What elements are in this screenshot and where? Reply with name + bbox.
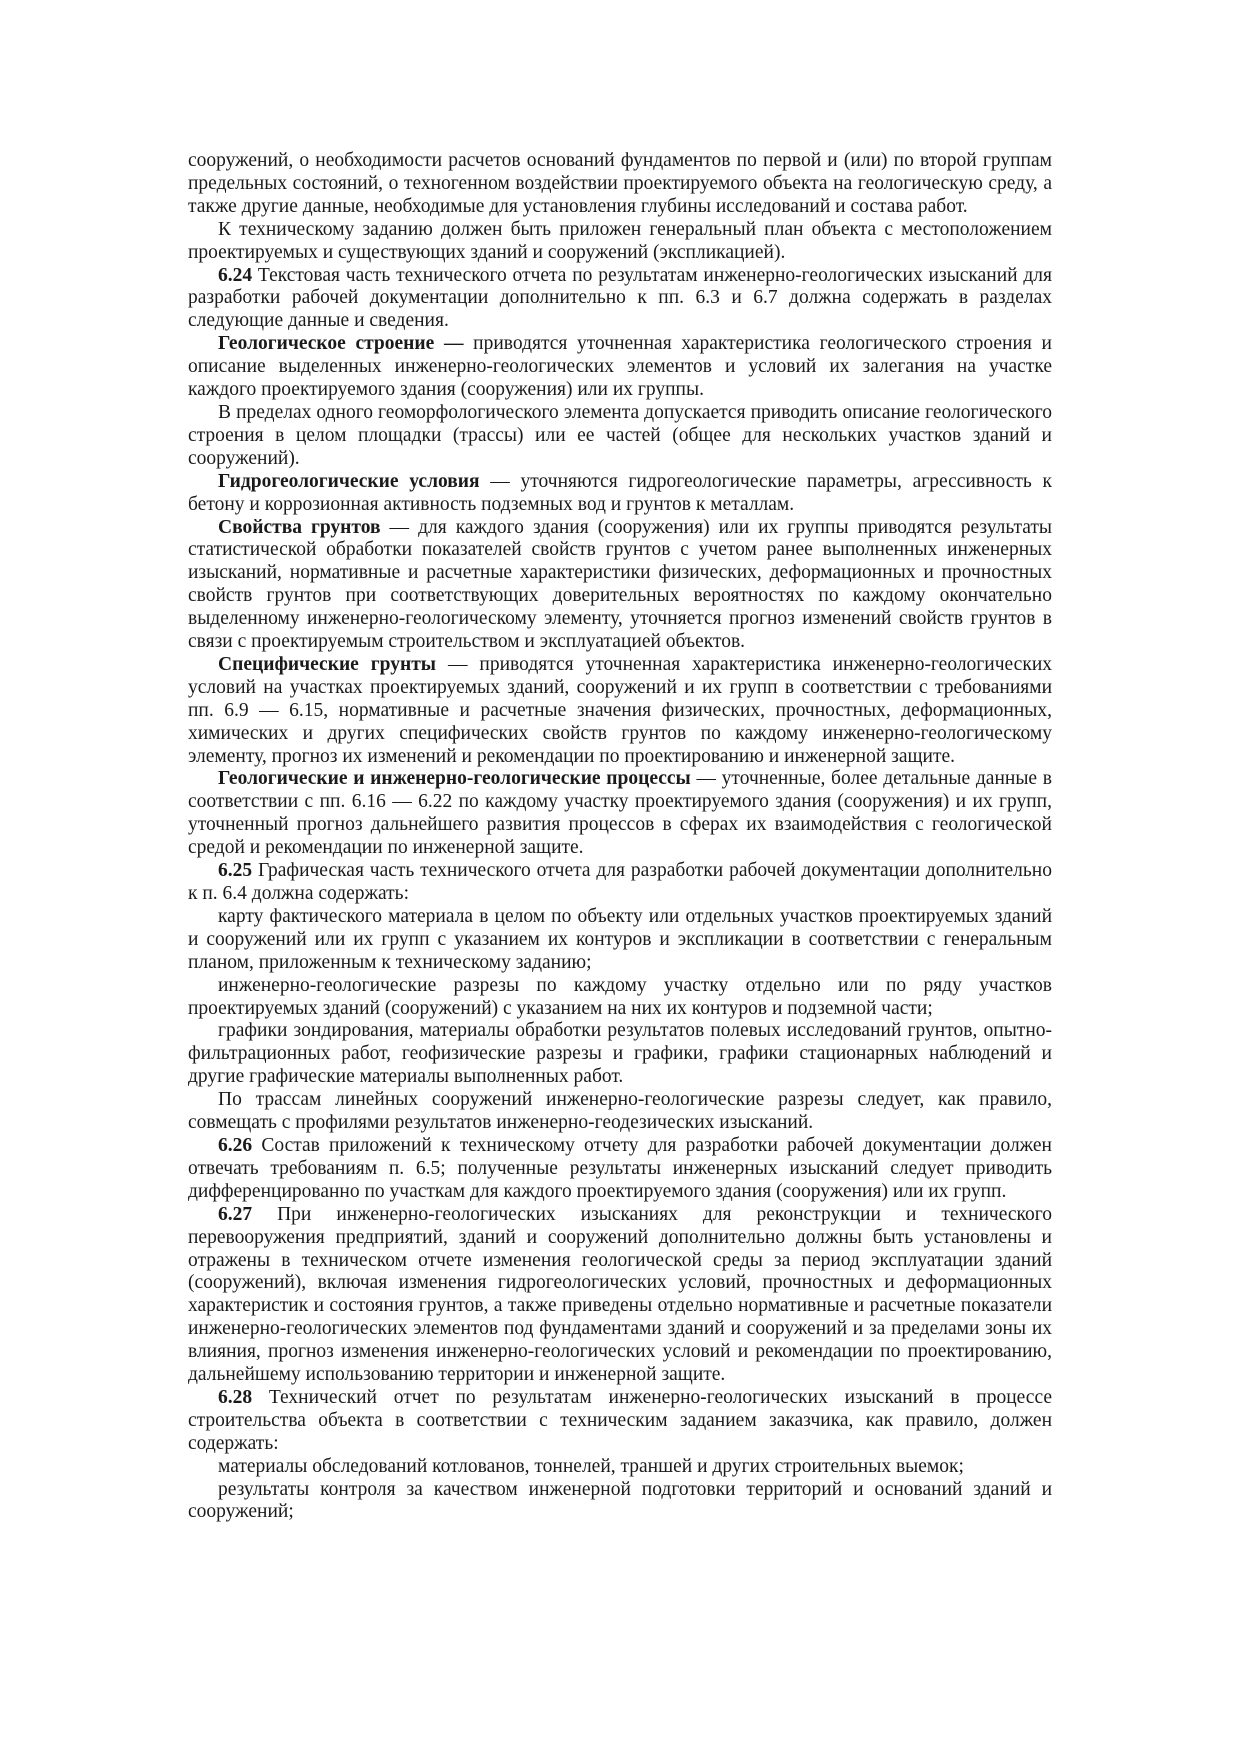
paragraph-text: сооружений, о необходимости расчетов оснований фундаментов по первой и (или) по второй группам предельных состояний, о техногенном воздействии проектируемого объекта на геологическую среду, а также другие данные, необходимые для установления глубины исследований и состава работ.	[188, 150, 1052, 217]
paragraph-text: — для каждого здания (сооружения) или их группы приводятся результаты статистической обработки показателей свойств грунтов с учетом ранее выполненных инженерных изысканий, нормативные и расчетные характеристики физических, деформационных и прочностных свойств грунтов при соответствующих доверительных вероятностях по каждому окончательно выделенному инженерно-геологическому элементу, уточняется прогноз изменений свойств грунтов в связи с проектируемым строительством и эксплуатацией объектов.	[188, 516, 1053, 653]
clause-number: 6.28	[218, 1386, 253, 1408]
clause-number: 6.27	[218, 1203, 253, 1225]
section-heading: Геологические и инженерно-геологические процессы	[218, 768, 691, 790]
paragraph-text: — уточненные, более детальные данные в соответствии с пп. 6.16 — 6.22 по каждому участку проектируемого здания (сооружения) и их групп, уточненный прогноз дальнейшего развития процессов в сферах их взаимодействия с геологической средой и рекомендации по инженерной защите.	[188, 768, 1052, 859]
section-geological-structure	[188, 333, 1052, 402]
paragraph-linear-routes	[188, 1089, 1052, 1135]
clause-6-27	[188, 1204, 1052, 1387]
paragraph-text: Графическая часть технического отчета для разработки рабочей документации дополнительно к п. 6.4 должна содержать:	[188, 860, 1052, 904]
clause-6-26	[188, 1135, 1052, 1204]
paragraph-text: инженерно-геологические разрезы по каждому участку отдельно или по ряду участков проектируемых зданий (сооружений) с указанием на них их контуров и подземной части;	[188, 974, 1052, 1019]
paragraph-text: При инженерно-геологических изысканиях для реконструкции и технического перевооружения предприятий, зданий и сооружений дополнительно должны быть установлены и отражены в техническом отчете изменения геологической среды за период эксплуатации зданий (сооружений), включая изменения гидрогеологических условий, прочностных и деформационных характеристик и состояния грунтов, а также приведены отдельно нормативные и расчетные показатели инженерно-геологических элементов под фундаментами зданий и сооружений и за пределами зоны их влияния, прогноз изменения инженерно-геологических условий и рекомендации по проектированию, дальнейшему использованию территории и инженерной защите.	[188, 1203, 1052, 1386]
clause-number: 6.25	[218, 860, 253, 882]
list-item-map	[188, 906, 1052, 975]
section-heading: Гидрогеологические условия	[218, 470, 480, 492]
clause-6-25	[188, 860, 1052, 906]
paragraph-text: карту фактического материала в целом по объекту или отдельных участков проектируемых зданий и сооружений или их групп с указанием их контуров и экспликации в соответствии с генеральным планом, приложенным к техническому заданию;	[188, 905, 1052, 973]
paragraph-text: В пределах одного геоморфологического элемента допускается приводить описание геологического строения в целом площадки (трассы) или ее частей (общее для нескольких участков зданий и сооружений).	[188, 401, 1052, 469]
document-page	[188, 150, 1052, 1524]
paragraph-text: — уточняются гидрогеологические параметры, агрессивность к бетону и коррозионная активность подземных вод и грунтов к металлам.	[188, 470, 1052, 515]
clause-number: 6.26	[218, 1134, 253, 1156]
clause-6-28	[188, 1387, 1052, 1456]
section-heading: Свойства грунтов	[218, 516, 381, 538]
paragraph-text: графики зондирования, материалы обработки результатов полевых исследований грунтов, опытно-фильтрационных работ, геофизические разрезы и графики, графики стационарных наблюдений и другие графические материалы выполненных работ.	[188, 1020, 1052, 1088]
list-item-quality-control	[188, 1479, 1052, 1525]
section-specific-soils	[188, 654, 1052, 769]
paragraph-continuation	[188, 150, 1052, 219]
paragraph-text: приводятся уточненная характеристика геологического строения и описание выделенных инженерно-геологических элементов и условий их залегания на участке каждого проектируемого здания (сооружения) или их группы.	[188, 333, 1052, 401]
paragraph-text: По трассам линейных сооружений инженерно-геологические разрезы следует, как правило, совмещать с профилями результатов инженерно-геодезических изысканий.	[188, 1089, 1052, 1134]
paragraph-text: материалы обследований котлованов, тоннелей, траншей и других строительных выемок;	[218, 1455, 964, 1477]
section-soil-properties	[188, 517, 1052, 654]
paragraph-site-plan	[188, 219, 1052, 265]
clause-number: 6.24	[218, 264, 253, 286]
paragraph-text: Состав приложений к техническому отчету для разработки рабочей документации должен отвечать требованиям п. 6.5; полученные результаты инженерных изысканий следует приводить дифференцированно по участкам для каждого проектируемого здания (сооружения) или их групп.	[188, 1134, 1052, 1202]
list-item-graphs	[188, 1020, 1052, 1089]
paragraph-text: Текстовая часть технического отчета по результатам инженерно-геологических изысканий для разработки рабочей документации дополнительно к пп. 6.3 и 6.7 должна содержать в разделах следующие данные и сведения.	[188, 264, 1052, 332]
paragraph-text: К техническому заданию должен быть приложен генеральный план объекта с местоположением проектируемых и существующих зданий и сооружений (экспликацией).	[188, 218, 1052, 263]
paragraph-text: Технический отчет по результатам инженерно-геологических изысканий в процессе строительства объекта в соответствии с техническим заданием заказчика, как правило, должен содержать:	[188, 1386, 1052, 1454]
paragraph-text: результаты контроля за качеством инженерной подготовки территорий и оснований зданий и сооружений;	[188, 1478, 1052, 1523]
list-item-sections	[188, 975, 1052, 1021]
clause-6-24	[188, 265, 1052, 334]
paragraph-text: — приводятся уточненная характеристика инженерно-геологических условий на участках проектируемых зданий, сооружений и их групп в соответствии с требованиями пп. 6.9 — 6.15, нормативные и расчетные значения физических, прочностных, деформационных, химических и других специфических свойств грунтов по каждому инженерно-геологическому элементу, прогноз их изменений и рекомендации по проектированию и инженерной защите.	[188, 653, 1053, 767]
paragraph-geomorphology	[188, 402, 1052, 471]
section-geological-processes	[188, 768, 1052, 860]
list-item-excavations	[188, 1456, 1052, 1479]
section-heading: Специфические грунты	[218, 653, 437, 675]
section-hydrogeology	[188, 471, 1052, 517]
section-heading: Геологическое строение —	[218, 333, 464, 355]
